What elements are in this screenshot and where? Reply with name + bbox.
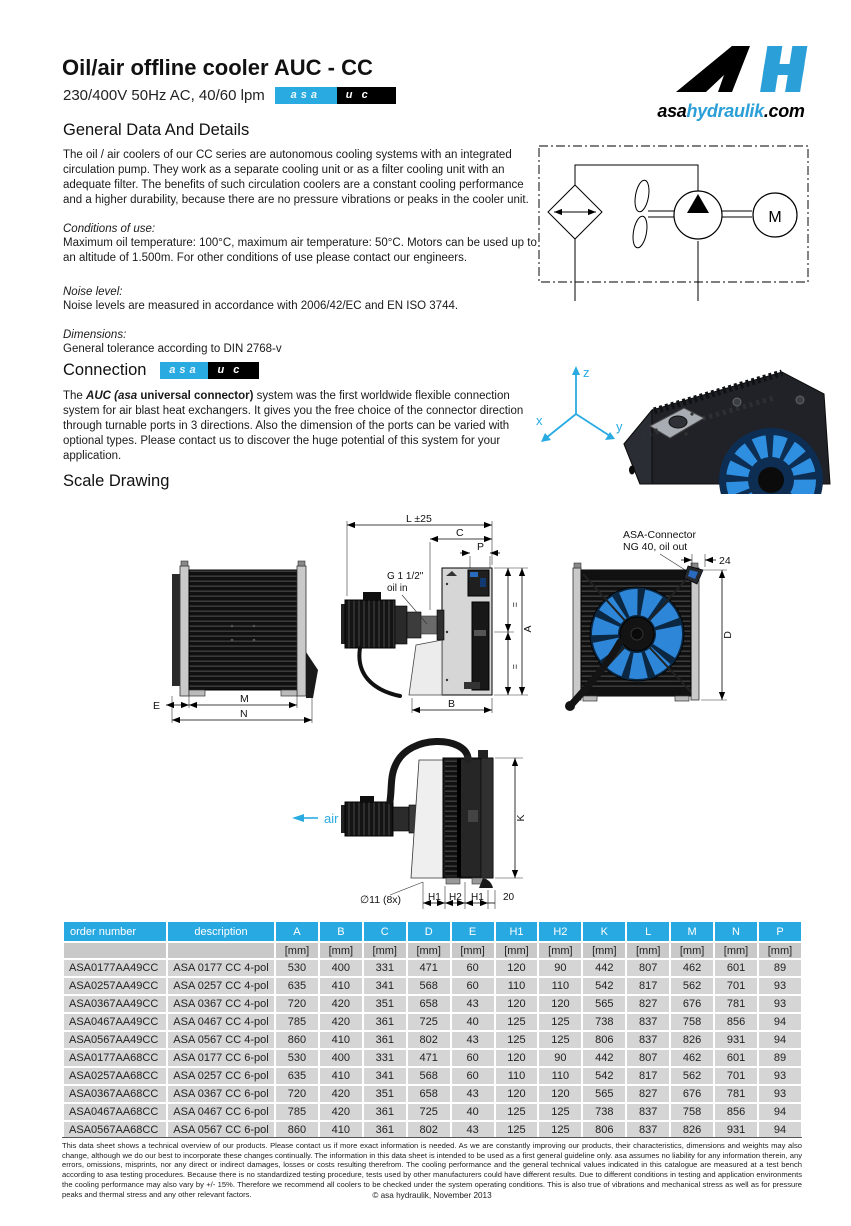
unit-cell: [mm] [452, 943, 494, 958]
order-number-cell: ASA0567AA49CC [64, 1032, 166, 1048]
dim-cell-c: 331 [364, 960, 406, 976]
logo-asa: asa [657, 101, 687, 121]
order-number-cell: ASA0467AA49CC [64, 1014, 166, 1030]
section-heading-scale-drawing: Scale Drawing [63, 472, 170, 490]
dim-cell-c: 361 [364, 1032, 406, 1048]
dim-cell-h2: 125 [539, 1032, 581, 1048]
bottom-view [292, 741, 527, 909]
dim-cell-h1: 120 [496, 1050, 538, 1066]
dim-cell-d: 568 [408, 1068, 450, 1084]
col-header-d: D [408, 922, 450, 941]
dim-cell-p: 93 [759, 1086, 801, 1102]
dim-cell-h2: 120 [539, 996, 581, 1012]
dim-cell-h2: 90 [539, 1050, 581, 1066]
dim-label-a: A [522, 625, 534, 633]
dim-cell-n: 601 [715, 960, 757, 976]
dim-label-e: E [153, 700, 161, 712]
dim-cell-h2: 125 [539, 1104, 581, 1120]
side-view [341, 513, 534, 713]
connection-text-rest: system was the first worldwide flexible connection system for air blast heat exchangers. It gives you the free choice of the connector direction through turnable ports in 3 directions. Also the dimension of the ports can be varied with optional types. Please contact us to discover the huge potential of this system for your application. [63, 390, 524, 462]
dim-cell-l: 807 [627, 1050, 669, 1066]
dim-cell-h1: 120 [496, 996, 538, 1012]
dim-cell-l: 837 [627, 1014, 669, 1030]
label-noise-level: Noise level: [63, 286, 123, 298]
dim-cell-c: 351 [364, 1086, 406, 1102]
dim-cell-c: 351 [364, 996, 406, 1012]
paragraph-connection [63, 389, 543, 464]
order-number-cell: ASA0257AA49CC [64, 978, 166, 994]
description-cell: ASA 0177 CC 6-pol [168, 1050, 274, 1066]
table-row [64, 1104, 801, 1120]
dim-label-n: N [240, 708, 248, 720]
cooler-3d-body [624, 372, 830, 494]
description-cell: ASA 0257 CC 6-pol [168, 1068, 274, 1084]
dim-cell-p: 89 [759, 960, 801, 976]
unit-cell: [mm] [320, 943, 362, 958]
dim-cell-e: 43 [452, 1032, 494, 1048]
dim-cell-n: 856 [715, 1014, 757, 1030]
dim-cell-k: 442 [583, 960, 625, 976]
order-number-cell: ASA0177AA68CC [64, 1050, 166, 1066]
dim-cell-l: 837 [627, 1122, 669, 1138]
dim-cell-a: 785 [276, 1014, 318, 1030]
equal-mark-2: = [510, 664, 520, 670]
description-cell: ASA 0257 CC 4-pol [168, 978, 274, 994]
dim-cell-a: 720 [276, 1086, 318, 1102]
connection-heading-text: Connection [63, 361, 147, 379]
dim-cell-h2: 110 [539, 978, 581, 994]
col-header-k: K [583, 922, 625, 941]
dim-cell-k: 565 [583, 1086, 625, 1102]
dim-label-b: B [448, 698, 456, 710]
table-row [64, 1032, 801, 1048]
asa-connector-label-2: NG 40, oil out [623, 541, 688, 553]
section-heading-connection [63, 361, 259, 380]
dim-cell-a: 635 [276, 1068, 318, 1084]
col-header-description: description [168, 922, 274, 941]
dim-cell-d: 658 [408, 996, 450, 1012]
dim-cell-c: 361 [364, 1122, 406, 1138]
dim-cell-p: 93 [759, 996, 801, 1012]
table-row [64, 996, 801, 1012]
dim-cell-h2: 125 [539, 1014, 581, 1030]
col-header-e: E [452, 922, 494, 941]
dim-cell-h1: 125 [496, 1032, 538, 1048]
dimensions-table-wrap [62, 920, 803, 1140]
col-header-h1: H1 [496, 922, 538, 941]
dim-cell-c: 361 [364, 1014, 406, 1030]
fan-symbol [631, 179, 651, 249]
dim-cell-h2: 125 [539, 1122, 581, 1138]
dim-cell-h1: 125 [496, 1104, 538, 1120]
dim-cell-k: 565 [583, 996, 625, 1012]
dim-cell-k: 806 [583, 1122, 625, 1138]
dim-cell-e: 43 [452, 1122, 494, 1138]
dim-cell-h1: 120 [496, 960, 538, 976]
description-cell: ASA 0367 CC 6-pol [168, 1086, 274, 1102]
unit-cell: [mm] [276, 943, 318, 958]
air-arrow-icon [292, 814, 304, 822]
connection-text-auc: AUC (asa [86, 390, 141, 402]
paragraph-noise: Noise levels are measured in accordance with 2006/42/EC and EN ISO 3744. [63, 300, 459, 312]
dim-cell-p: 93 [759, 978, 801, 994]
unit-cell: [mm] [627, 943, 669, 958]
description-cell: ASA 0467 CC 4-pol [168, 1014, 274, 1030]
axis-y-label: y [616, 419, 623, 434]
dim-cell-d: 802 [408, 1122, 450, 1138]
dim-cell-b: 410 [320, 1032, 362, 1048]
dim-cell-c: 331 [364, 1050, 406, 1066]
dim-cell-p: 94 [759, 1032, 801, 1048]
dim-cell-m: 758 [671, 1104, 713, 1120]
oil-in-label-1: G 1 1/2" [387, 571, 424, 582]
dim-cell-a: 860 [276, 1032, 318, 1048]
dim-cell-n: 781 [715, 1086, 757, 1102]
dim-cell-d: 725 [408, 1014, 450, 1030]
dim-cell-n: 701 [715, 1068, 757, 1084]
dim-cell-e: 60 [452, 978, 494, 994]
dim-cell-a: 860 [276, 1122, 318, 1138]
dim-label-20: 20 [503, 892, 515, 903]
description-cell: ASA 0467 CC 6-pol [168, 1104, 274, 1120]
dim-cell-n: 856 [715, 1104, 757, 1120]
dim-cell-b: 410 [320, 978, 362, 994]
dim-cell-b: 420 [320, 996, 362, 1012]
dim-cell-e: 60 [452, 1068, 494, 1084]
table-row [64, 1068, 801, 1084]
col-header-order-number: order number [64, 922, 166, 941]
dim-cell-l: 837 [627, 1104, 669, 1120]
connection-badge-uc: u c [208, 362, 259, 379]
dim-cell-l: 817 [627, 1068, 669, 1084]
product-photo [530, 352, 848, 494]
connection-badge [160, 362, 259, 379]
asa-connector-label-1: ASA-Connector [623, 529, 696, 541]
dim-cell-c: 341 [364, 978, 406, 994]
page-title: Oil/air offline cooler AUC - CC [62, 55, 373, 80]
order-number-cell: ASA0367AA49CC [64, 996, 166, 1012]
table-row [64, 960, 801, 976]
dim-cell-b: 410 [320, 1068, 362, 1084]
page-subtitle: 230/400V 50Hz AC, 40/60 lpm [63, 87, 265, 104]
table-row [64, 1014, 801, 1030]
air-label: air [324, 811, 339, 826]
dim-cell-n: 931 [715, 1122, 757, 1138]
dim-cell-d: 471 [408, 960, 450, 976]
dim-cell-h1: 110 [496, 1068, 538, 1084]
unit-cell-empty [168, 943, 274, 958]
dim-cell-m: 676 [671, 996, 713, 1012]
dim-cell-h1: 125 [496, 1122, 538, 1138]
table-row [64, 1122, 801, 1138]
dim-cell-a: 530 [276, 960, 318, 976]
dim-cell-l: 827 [627, 996, 669, 1012]
order-number-cell: ASA0257AA68CC [64, 1068, 166, 1084]
dim-cell-d: 568 [408, 978, 450, 994]
dim-cell-a: 530 [276, 1050, 318, 1066]
dim-label-h1a: H1 [428, 892, 441, 903]
dim-cell-m: 562 [671, 978, 713, 994]
auc-badge [275, 87, 396, 104]
dim-cell-l: 827 [627, 1086, 669, 1102]
dim-cell-b: 400 [320, 960, 362, 976]
dim-cell-p: 94 [759, 1104, 801, 1120]
label-dimensions: Dimensions: [63, 329, 127, 341]
scale-drawing [60, 512, 805, 924]
col-header-b: B [320, 922, 362, 941]
badge-uc-label: u c [337, 87, 396, 104]
unit-cell-empty [64, 943, 166, 958]
dim-cell-n: 931 [715, 1032, 757, 1048]
dim-cell-b: 420 [320, 1014, 362, 1030]
dim-label-l: L ±25 [406, 513, 432, 525]
page-subtitle-row [63, 87, 396, 104]
dim-label-dia11: ∅11 (8x) [360, 894, 402, 906]
dim-cell-m: 462 [671, 960, 713, 976]
table-row [64, 1086, 801, 1102]
unit-cell: [mm] [759, 943, 801, 958]
dim-cell-l: 807 [627, 960, 669, 976]
unit-cell: [mm] [539, 943, 581, 958]
coordinate-axes [541, 366, 615, 442]
dim-cell-l: 817 [627, 978, 669, 994]
dim-cell-k: 738 [583, 1014, 625, 1030]
badge-asa-label: asa [275, 87, 337, 104]
logo-hydraulik: hydraulik [686, 101, 764, 121]
dim-cell-k: 542 [583, 1068, 625, 1084]
copyright-text: © asa hydraulik, November 2013 [372, 1191, 492, 1200]
dim-label-c: C [456, 527, 464, 539]
unit-cell: [mm] [583, 943, 625, 958]
fan-view [565, 529, 734, 711]
axis-x-label: x [536, 413, 543, 428]
paragraph-dimensions: General tolerance according to DIN 2768-v [63, 343, 282, 355]
connection-badge-asa: asa [160, 362, 208, 379]
dim-label-m: M [240, 693, 249, 705]
dim-cell-b: 420 [320, 1086, 362, 1102]
dim-cell-e: 40 [452, 1014, 494, 1030]
dim-label-h1b: H1 [471, 892, 484, 903]
col-header-c: C [364, 922, 406, 941]
dim-cell-h2: 90 [539, 960, 581, 976]
dim-label-k: K [515, 814, 527, 822]
dim-cell-b: 410 [320, 1122, 362, 1138]
unit-cell: [mm] [408, 943, 450, 958]
dim-label-p: P [477, 541, 485, 553]
description-cell: ASA 0177 CC 4-pol [168, 960, 274, 976]
unit-cell: [mm] [364, 943, 406, 958]
disclaimer-text: This data sheet shows a technical overview of our products. Please contact us if more exact information is needed. As we are constantly improving our products, their characteristics, dimensions and weights may also change, although we do our best to incorporate these changes continually. The information in this data sheet is intended to be used as a first general guideline only. asa assumes no liability for any information therein, any errors, omissions, misprints, nor any direct or indirect damages, losses or costs resulting therefrom. The cooling performance and the general technical values indicated in this catalogue are measured at a test bench according to asa testing procedures. Because there is no standardized testing procedure, tests used by other manufacturers could have different results. Due to different conditions in testing and application environments the cooling performance may also vary by +/- 15%. Therefore we recommend all coolers to be checked under the system operating conditions. This is also true of vibrations and mechanical stress as well as for pressure peaks and thermal stress and any other relevant factors. [62, 1141, 802, 1199]
footer-divider [62, 1137, 802, 1138]
description-cell: ASA 0567 CC 4-pol [168, 1032, 274, 1048]
dim-label-d: D [722, 631, 734, 639]
dim-cell-h1: 120 [496, 1086, 538, 1102]
col-header-l: L [627, 922, 669, 941]
dim-cell-d: 802 [408, 1032, 450, 1048]
unit-cell: [mm] [496, 943, 538, 958]
dim-cell-a: 785 [276, 1104, 318, 1120]
dim-cell-h2: 120 [539, 1086, 581, 1102]
dimensions-table [62, 920, 803, 1140]
dim-cell-p: 94 [759, 1122, 801, 1138]
paragraph-conditions: Maximum oil temperature: 100°C, maximum air temperature: 50°C. Motors can be used up to an altitude of 1.500m. For other conditions of use please contact our engineers. [63, 237, 537, 264]
dim-cell-l: 837 [627, 1032, 669, 1048]
dim-cell-k: 738 [583, 1104, 625, 1120]
section-heading-general: General Data And Details [63, 121, 250, 139]
order-number-cell: ASA0567AA68CC [64, 1122, 166, 1138]
dim-label-h2: H2 [449, 892, 462, 903]
logo-com: .com [763, 101, 805, 121]
dim-cell-a: 720 [276, 996, 318, 1012]
description-cell: ASA 0367 CC 4-pol [168, 996, 274, 1012]
col-header-m: M [671, 922, 713, 941]
table-row [64, 1050, 801, 1066]
equal-mark-1: = [510, 602, 520, 608]
description-cell: ASA 0567 CC 6-pol [168, 1122, 274, 1138]
order-number-cell: ASA0367AA68CC [64, 1086, 166, 1102]
dim-cell-p: 94 [759, 1014, 801, 1030]
dim-cell-n: 701 [715, 978, 757, 994]
dim-cell-c: 361 [364, 1104, 406, 1120]
dim-cell-e: 40 [452, 1104, 494, 1120]
front-view [153, 561, 318, 723]
table-header-row [64, 922, 801, 941]
label-conditions-of-use: Conditions of use: [63, 223, 156, 235]
motor-label: M [768, 209, 782, 226]
dim-cell-c: 341 [364, 1068, 406, 1084]
dim-cell-k: 542 [583, 978, 625, 994]
logo-wordmark [648, 101, 814, 122]
dim-cell-b: 420 [320, 1104, 362, 1120]
dim-cell-e: 60 [452, 1050, 494, 1066]
dim-cell-d: 658 [408, 1086, 450, 1102]
dim-cell-m: 462 [671, 1050, 713, 1066]
dim-cell-m: 826 [671, 1122, 713, 1138]
oil-in-label-2: oil in [387, 583, 408, 594]
dim-cell-m: 562 [671, 1068, 713, 1084]
dim-cell-h1: 110 [496, 978, 538, 994]
dim-cell-e: 43 [452, 996, 494, 1012]
connection-text-uc: universal connector) [140, 390, 254, 402]
table-body [64, 960, 801, 1138]
dim-cell-k: 806 [583, 1032, 625, 1048]
dim-cell-m: 826 [671, 1032, 713, 1048]
dim-cell-a: 635 [276, 978, 318, 994]
dim-cell-e: 60 [452, 960, 494, 976]
hydraulic-schematic-diagram [538, 145, 810, 303]
col-header-a: A [276, 922, 318, 941]
dim-cell-n: 601 [715, 1050, 757, 1066]
motor-cable [359, 648, 400, 696]
dim-label-24: 24 [719, 555, 731, 567]
dim-cell-p: 93 [759, 1068, 801, 1084]
connection-text-prefix: The [63, 390, 87, 402]
dim-cell-d: 471 [408, 1050, 450, 1066]
col-header-p: P [759, 922, 801, 941]
dim-cell-n: 781 [715, 996, 757, 1012]
dim-cell-m: 758 [671, 1014, 713, 1030]
dim-cell-p: 89 [759, 1050, 801, 1066]
logo-graphic-icon [648, 42, 814, 95]
col-header-h2: H2 [539, 922, 581, 941]
unit-cell: [mm] [671, 943, 713, 958]
dim-cell-h1: 125 [496, 1014, 538, 1030]
col-header-n: N [715, 922, 757, 941]
order-number-cell: ASA0177AA49CC [64, 960, 166, 976]
table-units-row [64, 943, 801, 958]
dim-cell-e: 43 [452, 1086, 494, 1102]
axis-z-label: z [583, 365, 590, 380]
dim-cell-k: 442 [583, 1050, 625, 1066]
dim-cell-d: 725 [408, 1104, 450, 1120]
table-row [64, 978, 801, 994]
dim-cell-b: 400 [320, 1050, 362, 1066]
paragraph-general: The oil / air coolers of our CC series are autonomous cooling systems with an integrated circulation pump. They work as a separate cooling unit or as a filter cooling unit with an adequate filter. The benefits of such circulation coolers are a constant cooling performance and a higher durability, because there are no pressure vibrations or peaks in the cooler unit. [63, 149, 529, 206]
order-number-cell: ASA0467AA68CC [64, 1104, 166, 1120]
dim-cell-h2: 110 [539, 1068, 581, 1084]
company-logo [648, 42, 814, 122]
dim-cell-m: 676 [671, 1086, 713, 1102]
unit-cell: [mm] [715, 943, 757, 958]
